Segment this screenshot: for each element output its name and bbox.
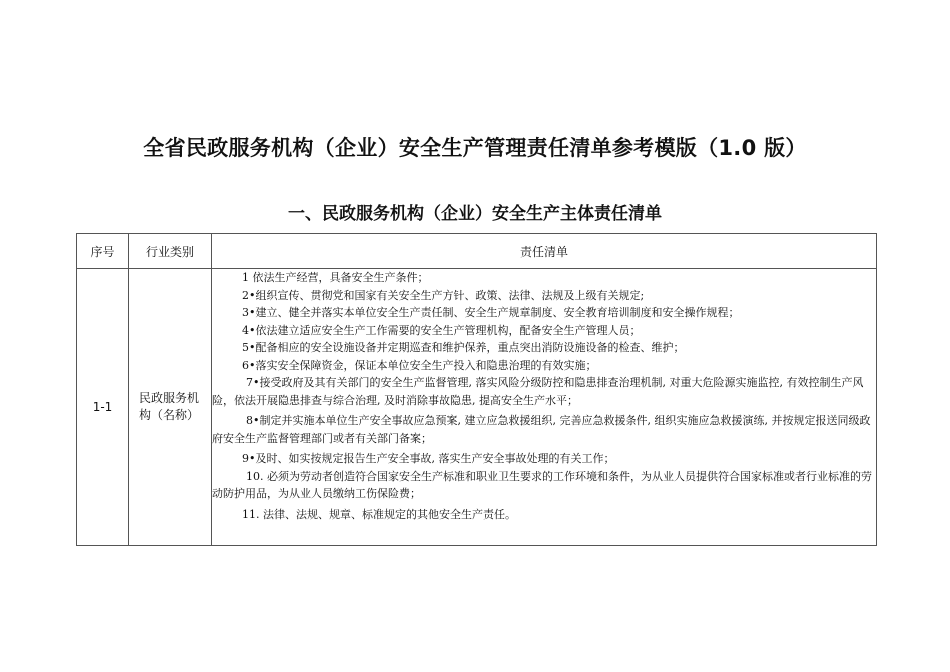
row-industry-category: 民政服务机构（名称） [129, 269, 212, 546]
responsibility-item-7: 7•接受政府及其有关部门的安全生产监督管理, 落实风险分级防控和隐患排查治理机制, 对重大危险源实施监控, 有效控制生产风险，依法开展隐患排查与综合治理, 及时消除事故隐患, 提高安全生产水平； [212, 376, 864, 407]
header-industry-category: 行业类别 [129, 234, 212, 269]
responsibility-item-6: 6•落实安全保障资金，保证本单位安全生产投入和隐患治理的有效实施； [242, 358, 597, 372]
table-row [77, 269, 877, 546]
responsibility-item-10: 10. 必须为劳动者创造符合国家安全生产标准和职业卫生要求的工作环境和条件，为从业人员提供符合国家标准或者行业标准的劳动防护用品，为从业人员缴纳工伤保险费； [212, 469, 872, 500]
section-title: 一、民政服务机构（企业）安全生产主体责任清单 [288, 204, 662, 224]
responsibility-item-11: 11. 法律、法规、规章、标准规定的其他安全生产责任。 [242, 507, 516, 521]
responsibility-items [212, 269, 877, 546]
responsibility-item-5: 5•配备相应的安全设施设备并定期巡查和维护保养，重点突出消防设施设备的检查、维护； [242, 341, 685, 354]
responsibility-item-4: 4•依法建立适应安全生产工作需要的安全生产管理机构，配备安全生产管理人员； [242, 323, 641, 337]
document-title: 全省民政服务机构（企业）安全生产管理责任清单参考模版（1.0 版） [143, 136, 807, 160]
table-header-row [77, 234, 877, 269]
responsibility-table [76, 233, 877, 546]
responsibility-item-1: 1 依法生产经营，具备安全生产条件； [242, 271, 429, 284]
responsibility-item-9: 9•及时、如实按规定报告生产安全事故, 落实生产安全事故处理的有关工作； [242, 452, 615, 465]
responsibility-item-3: 3•建立、健全并落实本单位安全生产责任制、安全生产规章制度、安全教育培训制度和安全操作规程； [242, 306, 740, 319]
header-responsibility-list: 责任清单 [212, 234, 877, 269]
row-serial-no: 1-1 [77, 269, 129, 546]
responsibility-item-8: 8•制定并实施本单位生产安全事故应急预案, 建立应急救援组织, 完善应急救援条件, 组织实施应急救援演练, 并按规定报送同级政府安全生产监督管理部门或者有关部门备案； [212, 414, 871, 445]
responsibility-item-2: 2•组织宣传、贯彻党和国家有关安全生产方针、政策、法律、法规及上级有关规定; [242, 288, 645, 302]
header-serial-no: 序号 [77, 234, 129, 269]
